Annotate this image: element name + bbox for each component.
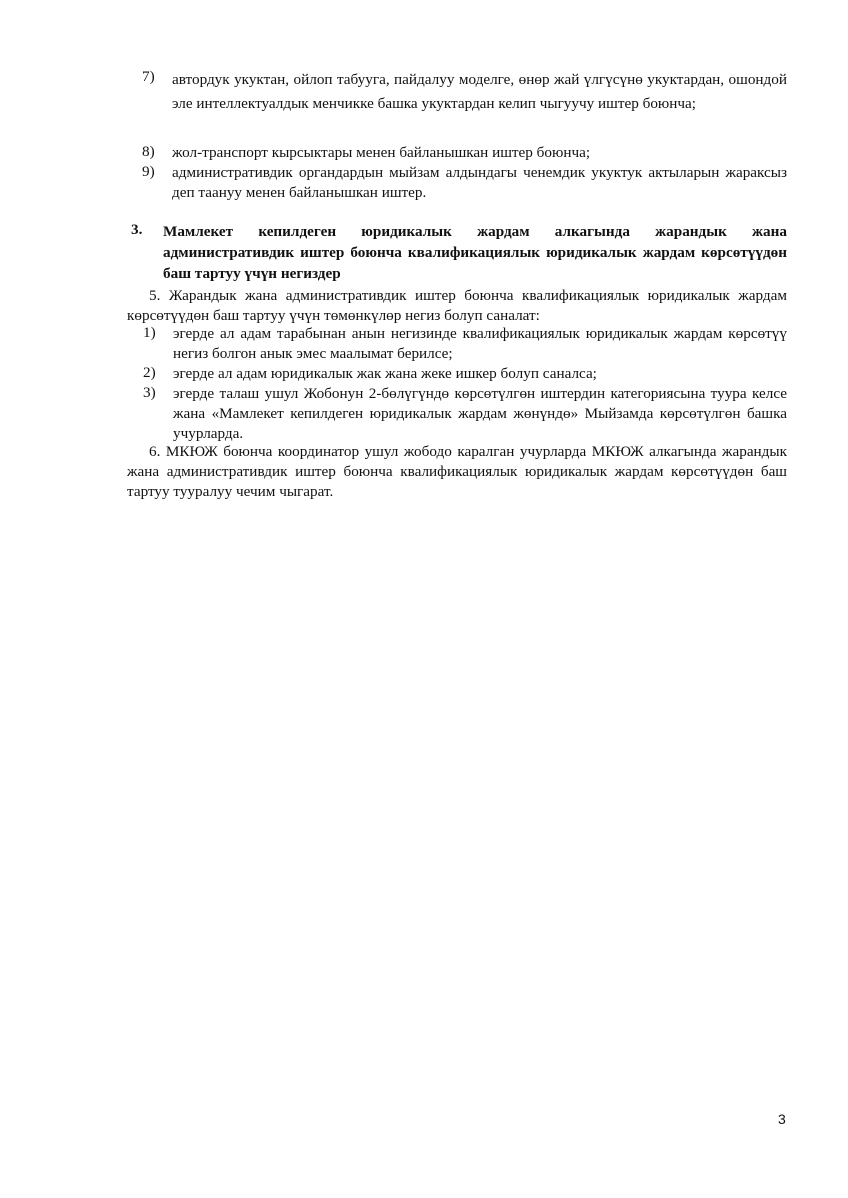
page-number: 3 [778,1111,786,1127]
list-number: 8) [142,143,155,160]
sub-list-item [143,324,787,364]
section-title: Мамлекет кепилдеген юридикалык жардам алкагында жарандык жана административдик иштер боюнча квалификациялык юридикалык жардам көрсөтүүдөн баш тартуу үчүн негиздер [163,223,787,282]
list-text: эгерде ал адам тарабынан анын негизинде квалификациялык юридикалык жардам көрсөтүү негиз болгон анык эмес маалымат берилсе; [173,325,787,362]
list-text: эгерде ал адам юридикалык жак жана жеке ишкер болуп саналса; [173,365,597,382]
list-text: жол-транспорт кырсыктары менен байланышкан иштер боюнча; [172,144,591,161]
list-item [142,68,787,116]
section-number: 3. [131,221,143,238]
list-number: 1) [143,324,156,341]
sub-list-item [143,384,787,444]
list-text: автордук укуктан, ойлоп табууга, пайдалуу моделге, өнөр жай үлгүсүнө укуктардан, ошондой эле интеллектуалдык менчикке башка укуктардан келип чыгуучу иштер боюнча; [172,71,787,112]
paragraph-5: 5. Жарандык жана административдик иштер боюнча квалификациялык юридикалык жардам көрсөтүүдөн баш тартуу үчүн төмөнкүлөр негиз болуп саналат: [127,287,787,324]
sub-list-item [143,364,787,384]
section-heading [131,221,787,284]
list-text: административдик органдардын мыйзам алдындагы ченемдик укуктук актыларын жараксыз деп таануу менен байланышкан иштер. [172,164,787,201]
list-number: 7) [142,68,155,85]
list-item [142,163,787,203]
list-number: 9) [142,163,155,180]
list-number: 2) [143,364,156,381]
list-text: эгерде талаш ушул Жобонун 2-бөлүгүндө көрсөтүлгөн иштердин категориясына туура келсе жана «Мамлекет кепилдеген юридикалык жардам жөнүндө» Мыйзамда көрсөтүлгөн башка учурларда. [173,385,787,442]
paragraph-6: 6. МКЮЖ боюнча координатор ушул жободо каралган учурларда МКЮЖ алкагында жарандык жана административдик иштер боюнча квалификациялык юридикалык жардам көрсөтүүдөн баш тартуу тууралуу чечим чыгарат. [127,443,787,500]
list-item [142,143,787,163]
list-number: 3) [143,384,156,401]
